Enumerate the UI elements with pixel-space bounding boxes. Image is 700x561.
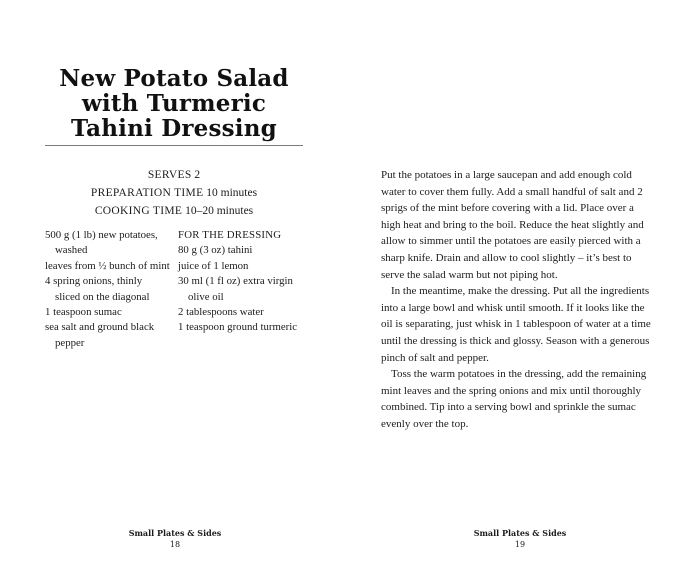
dressing-item: 1 teaspoon ground turmeric: [178, 321, 298, 334]
footer-section-title: Small Plates & Sides: [473, 528, 567, 538]
ingredient-item: leaves from ½ bunch of mint: [45, 259, 170, 272]
dressing-ingredient-list: [178, 228, 303, 336]
serves-line: [45, 166, 303, 184]
method-text: [381, 167, 653, 433]
page-number: 19: [514, 540, 526, 549]
dressing-item: juice of 1 lemon: [178, 259, 249, 272]
serves-label: SERVES: [147, 169, 192, 181]
recipe-title-line: Tahini Dressing: [71, 115, 277, 142]
main-ingredient-list: [45, 228, 170, 351]
dressing-item: 80 g (3 oz) tahini: [178, 244, 253, 257]
page-number: 18: [169, 540, 181, 549]
ingredient-item: sea salt and ground black pepper: [45, 321, 155, 349]
ingredient-item: 1 teaspoon sumac: [45, 306, 122, 319]
serves-value: 2: [194, 169, 201, 181]
dressing-item: 30 ml (1 fl oz) extra virgin olive oil: [178, 275, 293, 303]
method-paragraph: In the meantime, make the dressing. Put all the ingredients into a large bowl and whisk until smooth. If it looks like the oil is separating, just whisk in 1 tablespoon of water at a time until the dressing is thick and glossy. Season with a generous pinch of salt and pepper.: [381, 285, 651, 364]
title-divider: [45, 145, 303, 146]
ingredient-item: 4 spring onions, thinly sliced on the diagonal: [45, 275, 150, 303]
prep-time-label: PREPARATION TIME: [90, 187, 204, 199]
dressing-header: FOR THE DRESSING: [178, 229, 282, 241]
page-footer: [345, 527, 695, 551]
footer-section-title: Small Plates & Sides: [128, 528, 222, 538]
cook-time-label: COOKING TIME: [94, 205, 183, 217]
page-footer: [0, 527, 352, 551]
recipe-meta: [45, 166, 303, 220]
ingredient-item: 500 g (1 lb) new potatoes, washed: [45, 229, 158, 257]
recipe-title-line: with Turmeric: [81, 90, 267, 117]
recipe-title: [45, 66, 303, 141]
dressing-item: 2 tablespoons water: [178, 306, 264, 319]
method-paragraph: Put the potatoes in a large saucepan and add enough cold water to cover them fully. Add a small handful of salt and 2 sprigs of the mint before covering with a lid. Place over a high heat and bring to the boil. Reduce the heat slightly and allow to simmer until the potatoes are easily pierced with a sharp knife. Drain and allow to cool slightly – it’s best to serve the salad warm but not piping hot.: [381, 169, 644, 281]
cook-time-line: [45, 202, 303, 220]
right-page: [350, 0, 700, 561]
prep-time-line: [45, 184, 303, 202]
recipe-title-line: New Potato Salad: [59, 65, 289, 92]
prep-time-value: 10 minutes: [206, 187, 258, 199]
method-paragraph: Toss the warm potatoes in the dressing, add the remaining mint leaves and the spring onions and mix until thoroughly combined. Tip into a serving bowl and sprinkle the sumac evenly over the top.: [381, 368, 647, 430]
cook-time-value: 10–20 minutes: [185, 205, 254, 217]
